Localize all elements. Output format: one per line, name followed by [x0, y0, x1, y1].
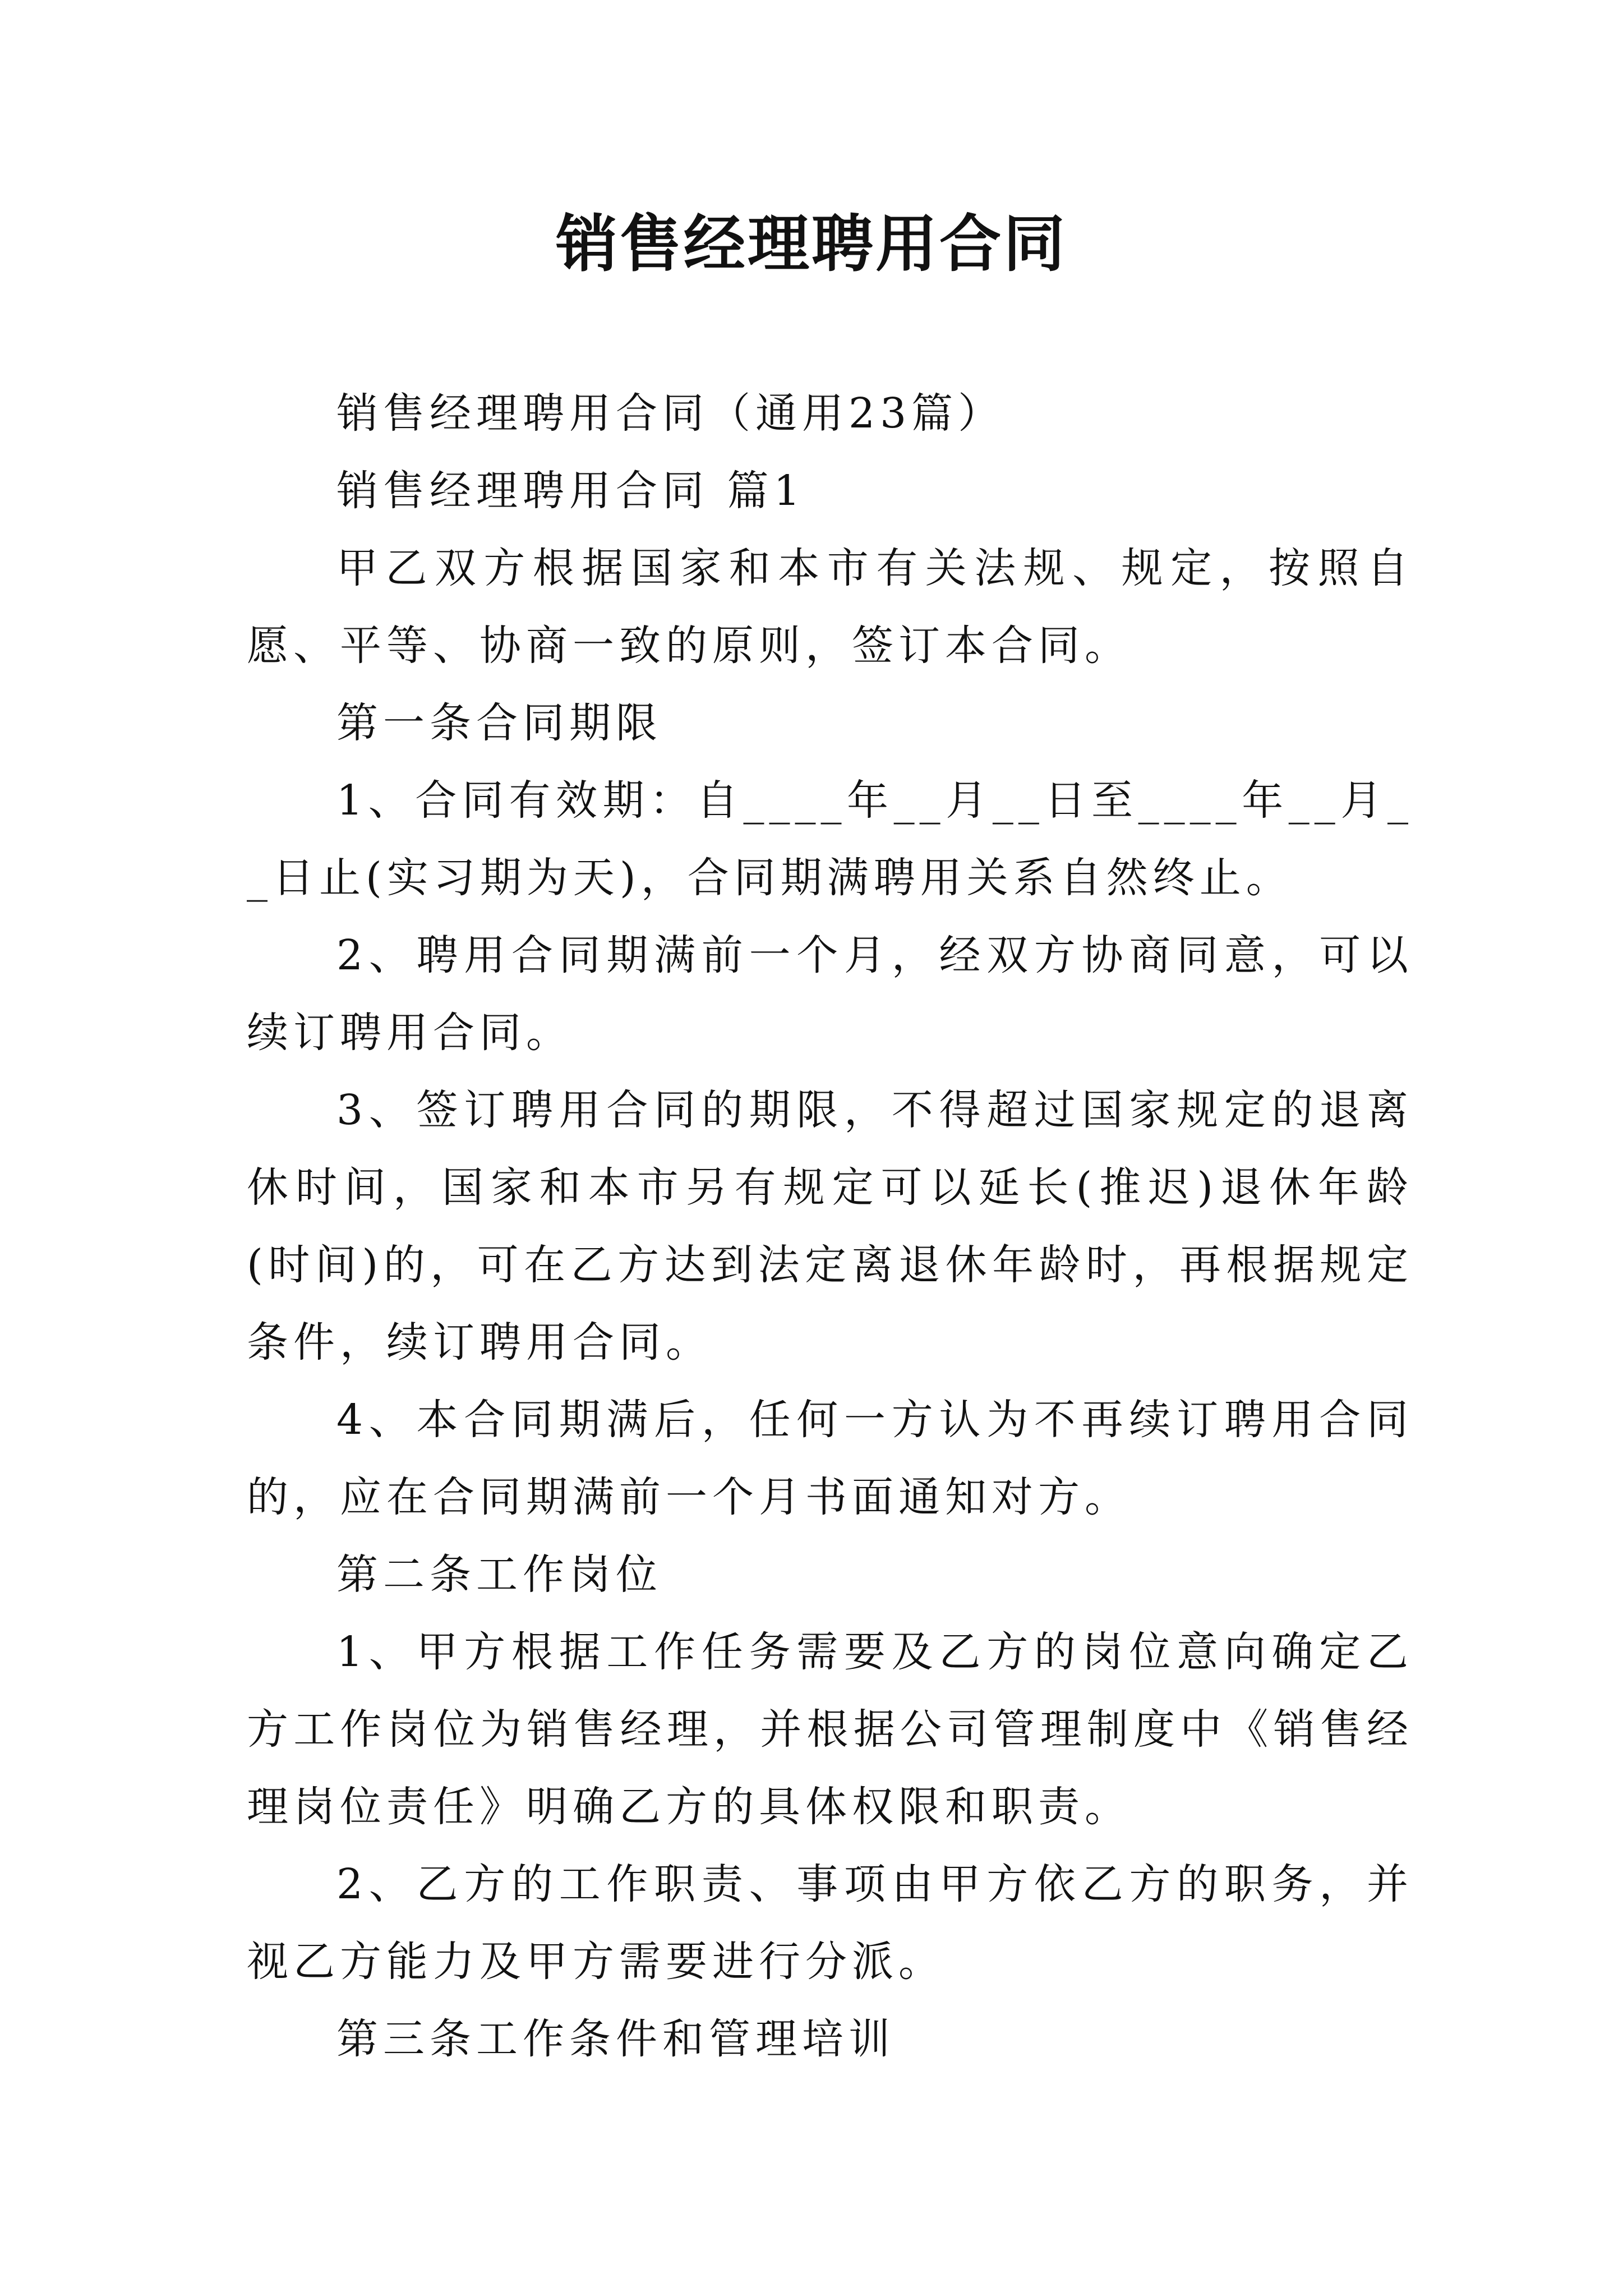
article-heading-1: 第一条合同期限	[336, 699, 662, 747]
paragraph-position-2: 2、乙方的工作职责、事项由甲方依乙方的职务，并视乙方能力及甲方需要进行分派。	[247, 1860, 1413, 1986]
document-title: 销售经理聘用合同	[556, 208, 1067, 280]
paragraph-term-2: 2、聘用合同期满前一个月，经双方协商同意，可以续订聘用合同。	[247, 931, 1413, 1057]
paragraph-position-1: 1、甲方根据工作任务需要及乙方的岗位意向确定乙方工作岗位为销售经理，并根据公司管理制度中《销售经理岗位责任》明确乙方的具体权限和职责。	[247, 1628, 1413, 1831]
document-body	[247, 375, 1413, 2078]
paragraph-preamble: 甲乙双方根据国家和本市有关法规、规定，按照自愿、平等、协商一致的原则，签订本合同。	[247, 544, 1413, 670]
section-heading-part-1: 销售经理聘用合同 篇1	[336, 467, 805, 515]
article-heading-3: 第三条工作条件和管理培训	[336, 2015, 895, 2063]
document-subtitle: 销售经理聘用合同（通用23篇）	[336, 389, 1005, 438]
paragraph-term-1: 1、合同有效期：自____年__月__日至____年__月__日止(实习期为天)，合同期满聘用关系自然终止。	[247, 776, 1413, 902]
article-heading-2: 第二条工作岗位	[336, 1550, 662, 1599]
paragraph-term-3: 3、签订聘用合同的期限，不得超过国家规定的退离休时间，国家和本市另有规定可以延长(推迟)退休年龄(时间)的，可在乙方达到法定离退休年龄时，再根据规定条件，续订聘用合同。	[247, 1086, 1413, 1366]
paragraph-term-4: 4、本合同期满后，任何一方认为不再续订聘用合同的，应在合同期满前一个月书面通知对方。	[247, 1396, 1413, 1521]
